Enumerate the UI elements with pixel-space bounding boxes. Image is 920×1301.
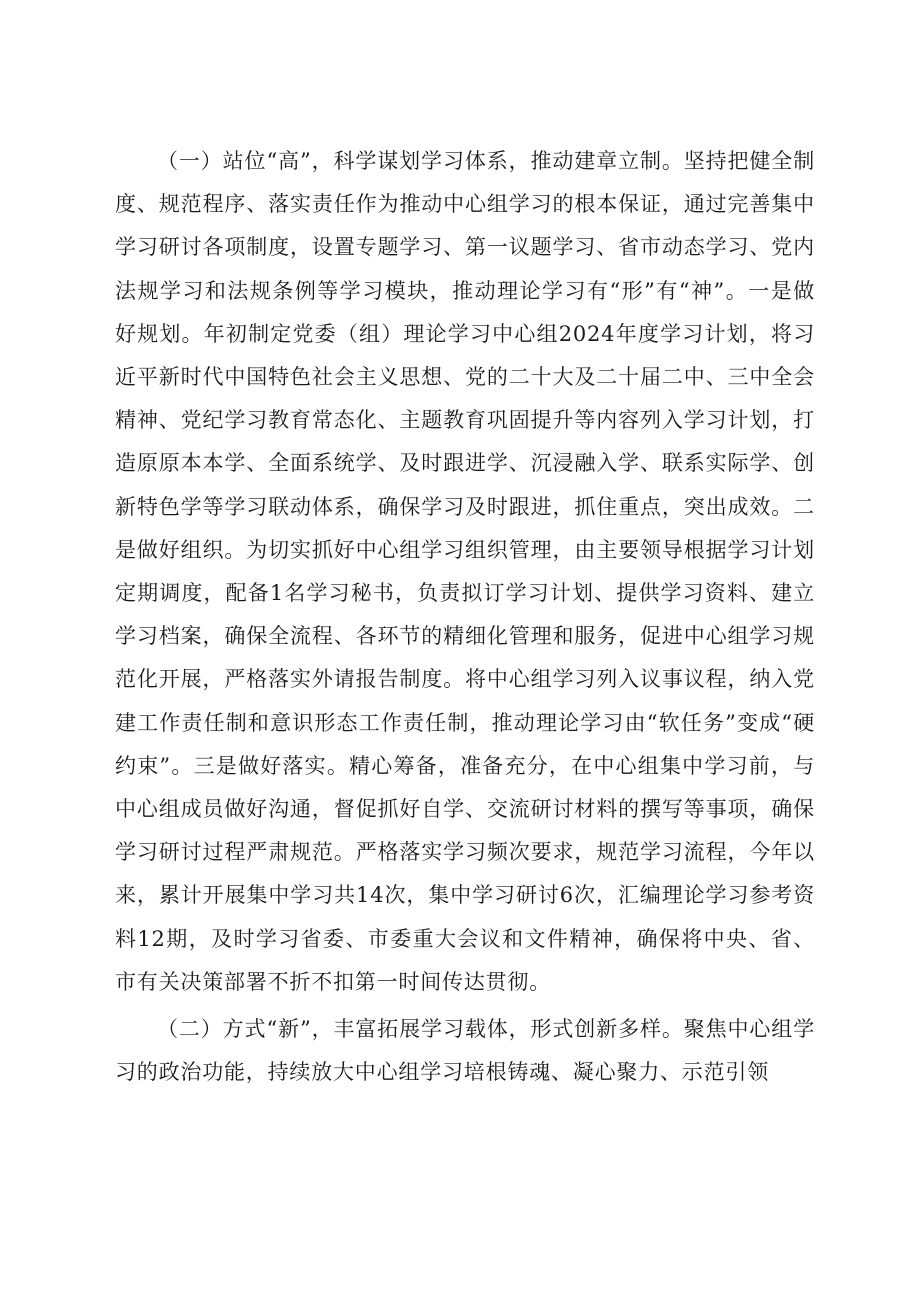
document-body — [115, 140, 815, 1094]
paragraph-section-one: （一）站位“高”，科学谋划学习体系，推动建章立制。坚持把健全制度、规范程序、落实责任作为推动中心组学习的根本保证，通过完善集中学习研讨各项制度，设置专题学习、第一议题学习、省市动态学习、党内法规学习和法规条例等学习模块，推动理论学习有“形”有“神”。一是做好规划。年初制定党委（组）理论学习中心组2024年度学习计划，将习近平新时代中国特色社会主义思想、党的二十大及二十届二中、三中全会精神、党纪学习教育常态化、主题教育巩固提升等内容列入学习计划，打造原原本本学、全面系统学、及时跟进学、沉浸融入学、联系实际学、创新特色学等学习联动体系，确保学习及时跟进，抓住重点，突出成效。二是做好组织。为切实抓好中心组学习组织管理，由主要领导根据学习计划定期调度，配备1名学习秘书，负责拟订学习计划、提供学习资料、建立学习档案，确保全流程、各环节的精细化管理和服务，促进中心组学习规范化开展，严格落实外请报告制度。将中心组学习列入议事议程，纳入党建工作责任制和意识形态工作责任制，推动理论学习由“软任务”变成“硬约束”。三是做好落实。精心筹备，准备充分，在中心组集中学习前，与中心组成员做好沟通，督促抓好自学、交流研讨材料的撰写等事项，确保学习研讨过程严肃规范。严格落实学习频次要求，规范学习流程，今年以来，累计开展集中学习共14次，集中学习研讨6次，汇编理论学习参考资料12期，及时学习省委、市委重大会议和文件精神，确保将中央、省、市有关决策部署不折不扣第一时间传达贯彻。 — [115, 149, 815, 994]
paragraph-section-two: （二）方式“新”，丰富拓展学习载体，形式创新多样。聚焦中心组学习的政治功能，持续放大中心组学习培根铸魂、凝心聚力、示范引领 — [115, 1017, 815, 1085]
